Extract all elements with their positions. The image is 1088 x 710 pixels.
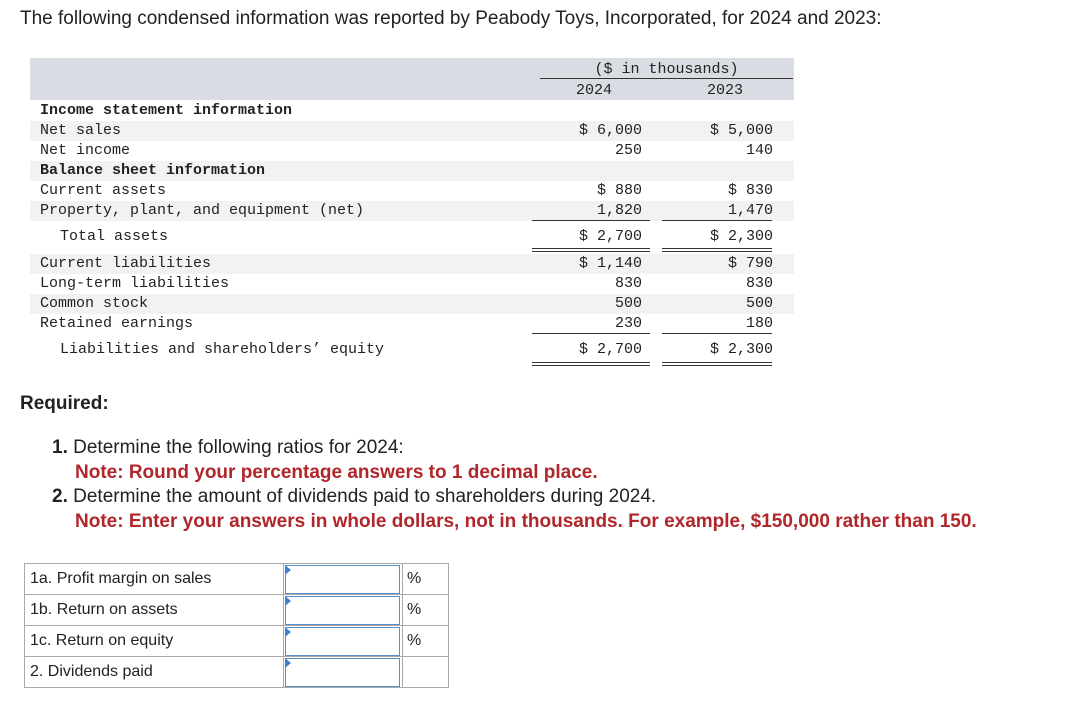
subtotal-rule — [532, 220, 650, 221]
row-label: Liabilities and shareholders’ equity — [60, 341, 385, 358]
answer-cell — [284, 626, 403, 657]
flag-icon — [285, 658, 291, 668]
row-label: Retained earnings — [40, 315, 194, 332]
retained-earnings-row — [30, 314, 794, 334]
total-rule — [532, 248, 650, 249]
long-term-liabilities-row — [30, 274, 794, 294]
total-rule — [532, 362, 650, 363]
answer-cell — [284, 595, 403, 626]
ppe-row — [30, 201, 794, 221]
balance-header-row — [30, 161, 794, 181]
value-2024: $ 1,140 — [578, 255, 642, 272]
value-2023: $ 2,300 — [709, 228, 773, 245]
row-label: Current liabilities — [40, 255, 212, 272]
flag-icon — [285, 627, 291, 637]
income-header: Income statement information — [40, 102, 293, 119]
subtotal-rule — [662, 333, 772, 334]
current-assets-row — [30, 181, 794, 201]
row-label: Common stock — [40, 295, 149, 312]
unit-underline — [540, 78, 793, 79]
answer-cell — [284, 657, 403, 688]
value-2024: 830 — [614, 275, 642, 292]
total-assets-row — [30, 227, 794, 247]
answer-cell — [284, 564, 403, 595]
year-2024-header: 2024 — [576, 82, 613, 99]
value-2024: $ 2,700 — [578, 341, 642, 358]
question-number: 2. — [52, 486, 68, 507]
value-2024: $ 2,700 — [578, 228, 642, 245]
answer-unit: % — [403, 626, 449, 657]
question-text: Determine the amount of dividends paid to shareholders during 2024. — [73, 486, 657, 507]
total-rule — [662, 251, 772, 252]
answer-label: 1a. Profit margin on sales — [25, 564, 284, 595]
financial-table — [30, 58, 794, 370]
subtotal-rule — [662, 220, 772, 221]
value-2024: 500 — [614, 295, 642, 312]
row-label: Total assets — [60, 228, 169, 245]
answer-unit: % — [403, 595, 449, 626]
value-2023: $ 5,000 — [709, 122, 773, 139]
value-2024: 230 — [614, 315, 642, 332]
value-2024: $ 880 — [596, 182, 642, 199]
flag-icon — [285, 565, 291, 575]
question-1 — [52, 437, 404, 459]
subtotal-rule — [532, 333, 650, 334]
answer-row — [25, 595, 449, 626]
value-2023: 140 — [745, 142, 773, 159]
answer-row — [25, 564, 449, 595]
question-2 — [52, 486, 656, 508]
return-on-assets-input[interactable] — [285, 596, 400, 625]
value-2023: $ 790 — [727, 255, 773, 272]
row-label: Current assets — [40, 182, 167, 199]
year-2023-header: 2023 — [707, 82, 744, 99]
answer-row — [25, 626, 449, 657]
balance-header: Balance sheet information — [40, 162, 266, 179]
answer-table — [24, 563, 449, 688]
income-header-row — [30, 101, 794, 121]
total-rule — [532, 251, 650, 252]
required-heading: Required: — [20, 393, 109, 414]
row-label: Net income — [40, 142, 131, 159]
total-rule — [662, 365, 772, 366]
question-text: Determine the following ratios for 2024: — [73, 437, 404, 458]
row-label: Long-term liabilities — [40, 275, 230, 292]
row-label: Net sales — [40, 122, 122, 139]
question-2-note: Note: Enter your answers in whole dollars, not in thousands. For example, $150,000 rather than 150. — [75, 511, 977, 532]
net-income-row — [30, 141, 794, 161]
value-2023: 500 — [745, 295, 773, 312]
value-2023: 830 — [745, 275, 773, 292]
answer-unit — [403, 657, 449, 688]
answer-row — [25, 657, 449, 688]
problem-intro: The following condensed information was reported by Peabody Toys, Incorporated, for 2024 and 2023: — [20, 8, 882, 29]
value-2023: $ 2,300 — [709, 341, 773, 358]
common-stock-row — [30, 294, 794, 314]
question-1-note: Note: Round your percentage answers to 1 decimal place. — [75, 462, 598, 483]
total-liab-equity-row — [30, 340, 794, 360]
dividends-paid-input[interactable] — [285, 658, 400, 687]
net-sales-row — [30, 121, 794, 141]
return-on-equity-input[interactable] — [285, 627, 400, 656]
value-2024: 1,820 — [596, 202, 642, 219]
value-2023: 180 — [745, 315, 773, 332]
current-liabilities-row — [30, 254, 794, 274]
answer-label: 2. Dividends paid — [25, 657, 284, 688]
value-2024: $ 6,000 — [578, 122, 642, 139]
profit-margin-input[interactable] — [285, 565, 400, 594]
unit-label: ($ in thousands) — [594, 61, 739, 78]
value-2024: 250 — [614, 142, 642, 159]
total-rule — [662, 362, 772, 363]
answer-unit: % — [403, 564, 449, 595]
total-rule — [532, 365, 650, 366]
question-number: 1. — [52, 437, 68, 458]
answer-label: 1b. Return on assets — [25, 595, 284, 626]
value-2023: 1,470 — [727, 202, 773, 219]
row-label: Property, plant, and equipment (net) — [40, 202, 365, 219]
value-2023: $ 830 — [727, 182, 773, 199]
total-rule — [662, 248, 772, 249]
flag-icon — [285, 596, 291, 606]
answer-label: 1c. Return on equity — [25, 626, 284, 657]
